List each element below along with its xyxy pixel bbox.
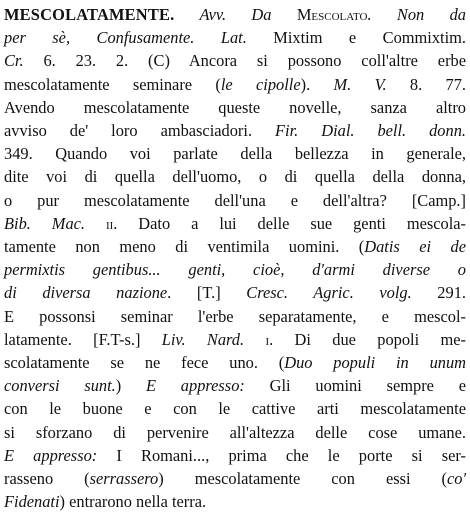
source-citation: Liv. Nard. [161, 329, 245, 349]
entry-line [4, 73, 466, 96]
punctuation [85, 214, 106, 233]
dictionary-entry [4, 3, 466, 513]
source-citation: M. V. [333, 74, 387, 94]
entry-line [4, 142, 466, 165]
latin-equivalent: Mixtim e Commixtim. [246, 28, 466, 48]
grammar-tag: Avv. Da [174, 5, 297, 24]
quotation-text: . Di due popoli me- [269, 329, 466, 349]
entry-line [4, 165, 466, 188]
quotation-text: si sforzano di pervenire all'altezza delle cose umane. [4, 422, 466, 442]
quotation-text: 6. 23. 2. (C) Ancora si possono coll'altre erbe [23, 51, 466, 71]
entry-line [4, 189, 466, 212]
punctuation [244, 330, 265, 349]
latin-quotation: Duo populi in unum [284, 353, 466, 373]
source-citation: Fir. Dial. bell. donn. [275, 121, 466, 141]
gloss-text: le cipolle [220, 74, 301, 94]
quotation-text: . Dato a lui delle sue genti mescola- [113, 213, 466, 233]
entry-line [4, 49, 466, 72]
source-citation: Cr. [4, 51, 24, 71]
latin-quotation: di diversa nazione [4, 283, 168, 303]
quotation-text: dite voi di quella dell'uomo, o di quella della donna, [4, 167, 466, 187]
gloss-text: serrassero [89, 469, 159, 489]
quotation-text: ) mescolatamente con essi ( [158, 469, 448, 489]
quotation-text: mescolatamente seminare ( [4, 74, 221, 94]
quotation-text: tamente non meno di ventimila uomini. ( [4, 237, 365, 257]
definition-text: . Non da [367, 5, 466, 24]
citation-locator: 291. [411, 283, 466, 303]
citation-locator: ii [105, 213, 114, 233]
entry-line [4, 444, 466, 467]
gloss-text: Fidenati [4, 492, 60, 512]
entry-line [4, 26, 466, 49]
entry-line [4, 235, 466, 258]
editor-mark: . [T.] [167, 283, 247, 303]
citation-locator: i [265, 329, 270, 349]
quotation-text: o pur mescolatamente dell'una e dell'altra? [Camp.] [4, 190, 466, 210]
quotation-text: rasseno ( [4, 469, 90, 489]
quotation-text: scolatamente se ne fece uno. ( [4, 353, 285, 373]
definition-text: per sè, Confusamente. Lat. [4, 28, 247, 48]
entry-line [4, 3, 466, 26]
continuation-label: E appresso: [146, 376, 245, 396]
cross-reference: Mescolato [296, 5, 368, 24]
quotation-text: I Romani..., prima che le porte si ser- [97, 445, 466, 465]
quotation-text: avviso de' loro ambasciadori. [4, 121, 276, 141]
quotation-text: ) entrarono nella terra. [59, 492, 207, 512]
entry-line [4, 119, 466, 142]
entry-line [4, 212, 466, 235]
headword: MESCOLATAMENTE. [4, 5, 175, 24]
entry-line [4, 258, 466, 281]
entry-line [4, 374, 466, 397]
quotation-text: E possonsi seminar l'erbe separatamente, e mescol- [4, 306, 466, 326]
gloss-text: co' [447, 469, 466, 489]
quotation-text: con le buone e con le cattive arti mescolatamente [4, 399, 466, 419]
punctuation: ) [115, 376, 146, 396]
entry-line [4, 490, 466, 513]
entry-line [4, 421, 466, 444]
quotation-text: Gli uomini sempre e [244, 376, 466, 396]
entry-line [4, 305, 466, 328]
entry-line [4, 281, 466, 304]
citation-locator: 8. 77. [386, 74, 467, 94]
source-citation: Bib. Mac. [4, 213, 86, 233]
quotation-text: latamente. [F.T-s.] [4, 329, 162, 349]
quotation-text: 349. Quando voi parlate della bellezza in generale, [4, 144, 466, 164]
entry-line [4, 397, 466, 420]
latin-quotation: Datis ei de [364, 237, 466, 257]
entry-line [4, 467, 466, 490]
entry-line [4, 96, 466, 119]
latin-quotation: permixtis gentibus... genti, cioè, d'armi diverse o [4, 260, 466, 280]
quotation-text: Avendo mescolatamente queste novelle, sanza altro [4, 97, 466, 117]
continuation-label: E appresso: [4, 445, 98, 465]
entry-line [4, 328, 466, 351]
latin-quotation: conversi sunt. [4, 376, 116, 396]
entry-line [4, 351, 466, 374]
punctuation: ). [300, 74, 334, 94]
source-citation: Cresc. Agric. volg. [246, 283, 412, 303]
